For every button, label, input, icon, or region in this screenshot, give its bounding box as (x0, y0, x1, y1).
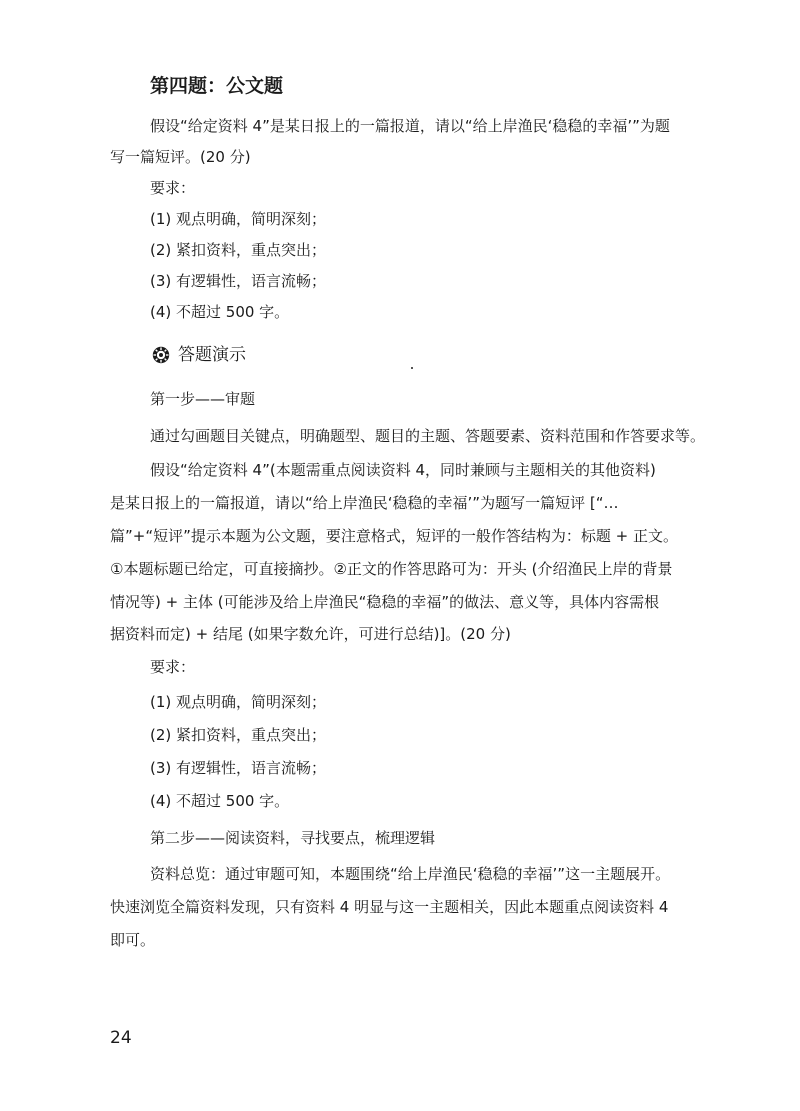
requirement-item-2-b: (2) 紧扣资料，重点突出； (150, 726, 327, 744)
requirement-item-4: (4) 不超过 500 字。 (150, 303, 290, 321)
overview-line-1: 资料总览：通过审题可知，本题围绕“给上岸渔民‘稳稳的幸福’”这一主题展开。 (150, 865, 671, 883)
requirements-label: 要求： (150, 179, 196, 197)
requirement-item-1: (1) 观点明确，简明深刻； (150, 210, 327, 228)
overview-line-3: 即可。 (110, 931, 156, 949)
overview-line-2: 快速浏览全篇资料发现，只有资料 4 明显与这一主题相关，因此本题重点阅读资料 4 (110, 898, 669, 916)
analysis-line-4: 篇”+“短评”提示本题为公文题，要注意格式，短评的一般作答结构为：标题 + 正文。 (110, 527, 678, 545)
question-text-line-2: 写一篇短评。(20 分) (110, 148, 251, 166)
gear-icon (152, 346, 170, 364)
question-title: 第四题：公文题 (150, 75, 284, 97)
stray-dot (411, 367, 413, 369)
analysis-line-7: 据资料而定) + 结尾 (如果字数允许，可进行总结)]。(20 分) (110, 625, 511, 643)
analysis-line-3: 是某日报上的一篇报道，请以“给上岸渔民‘稳稳的幸福’”为题写一篇短评 [“… (110, 494, 619, 512)
requirement-item-3: (3) 有逻辑性，语言流畅； (150, 272, 327, 290)
analysis-line-6: 情况等) + 主体 (可能涉及给上岸渔民“稳稳的幸福”的做法、意义等，具体内容需根 (110, 593, 660, 611)
question-text-line-1: 假设“给定资料 4”是某日报上的一篇报道，请以“给上岸渔民‘稳稳的幸福’”为题 (150, 117, 670, 135)
analysis-line-2: 假设“给定资料 4”(本题需重点阅读资料 4，同时兼顾与主题相关的其他资料) (150, 461, 656, 479)
page-number: 24 (110, 1028, 132, 1048)
step-one-heading: 第一步——审题 (150, 390, 256, 408)
requirements-label-2: 要求： (150, 658, 196, 676)
section-heading: 答题演示 (178, 345, 246, 365)
requirement-item-4-b: (4) 不超过 500 字。 (150, 792, 290, 810)
requirement-item-2: (2) 紧扣资料，重点突出； (150, 241, 327, 259)
requirement-item-3-b: (3) 有逻辑性，语言流畅； (150, 759, 327, 777)
step-two-heading: 第二步——阅读资料，寻找要点，梳理逻辑 (150, 829, 436, 847)
analysis-line-5: ①本题标题已给定，可直接摘抄。②正文的作答思路可为：开头 (介绍渔民上岸的背景 (110, 560, 673, 578)
analysis-line-1: 通过勾画题目关键点，明确题型、题目的主题、答题要素、资料范围和作答要求等。 (150, 427, 706, 445)
requirement-item-1-b: (1) 观点明确，简明深刻； (150, 693, 327, 711)
